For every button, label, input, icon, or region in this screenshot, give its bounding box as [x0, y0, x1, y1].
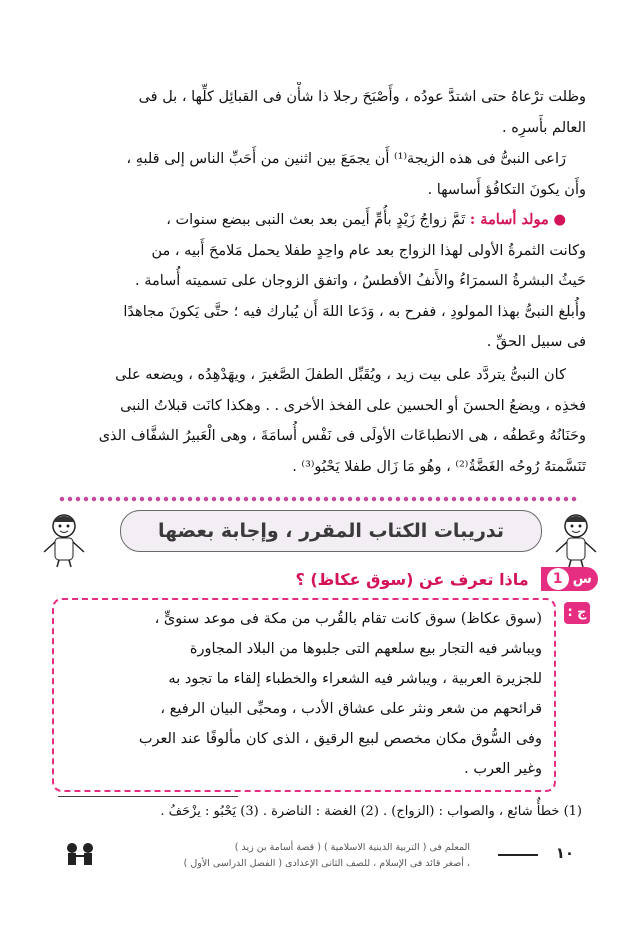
- text-line: [58, 205, 586, 236]
- answer-line: (سوق عكاظ) سوق كانت تقام بالقُرب من مكة فى موعد سنوىٍّ ،: [154, 611, 542, 627]
- paragraph-1: [58, 82, 586, 143]
- answer-line: ويباشر فيه التجار بيع سلعهم التى جلبوها من البلاد المجاورة: [189, 641, 542, 657]
- answer-line: للجزيرة العربية ، ويباشر فيه الشعراء والخطباء إلقاء ما تجود به: [168, 671, 542, 687]
- children-logo-icon: [60, 840, 100, 870]
- page-number-dash: [498, 854, 538, 856]
- question-number: 1: [547, 568, 569, 590]
- text-line: فى سبيل الحقِّ .: [486, 334, 586, 350]
- answer-text: [70, 604, 542, 784]
- question-row: [38, 565, 598, 593]
- answer-line: وغير العرب .: [464, 761, 542, 777]
- decorative-divider: [58, 495, 578, 503]
- footer-line-2: ، أصغر قائد فى الإسلام ، للصف الثانى الإعدادى ( الفصل الدراسى الأول ): [183, 858, 470, 869]
- answer-line: قرائحهم من شعر ونثر على عشاق الأدب ، ومحبِّى البيان الرفيع ،: [160, 701, 542, 717]
- text-line: كان النبىُّ يتردَّد على بيت زيد ، ويُقَبِّل الطفلَ الصَّغيرَ ، ويهَدْهِدُه ، ويضعه على: [115, 367, 566, 383]
- question-tag: [541, 567, 598, 591]
- question-text: ماذا تعرف عن (سوق عكاظ) ؟: [295, 569, 529, 589]
- text-line: حَيثُ البشرةُ السمرَاءُ والأَنفُ الأفطسُ ، واتفق الزوجان على تسميته أُسامة .: [134, 273, 586, 289]
- text-line: تَنَسَّمتهُ رُوحُه الغَضَّةُ⁽²⁾ ، وهُو مَا زَال طفلا يَحْبُو⁽³⁾ .: [292, 458, 586, 475]
- footnotes: (1) خطأٌ شائع ، والصواب : (الزواج) . (2) الغضة : الناضرة . (3) يَحْبُو : يزْحَفُ .: [160, 804, 582, 819]
- text-line: العالم بأَسرِه .: [502, 119, 586, 136]
- text-line: وأُبلغ النبىُّ بهذا المولودِ ، ففرح به ، وَدَعا اللهَ أَن يُبارك فيه ؛ حتَّى يَكونَ مجاهدًا: [123, 303, 586, 320]
- paragraph-4: [58, 360, 586, 482]
- section-heading: مولد أسامة :: [469, 211, 549, 228]
- text-fragment: تَمَّ زواجُ زَيْدٍ بأُمِّ أَيمن بعد بعث النبى ببضع سنوات ،: [166, 212, 466, 228]
- cartoon-student-icon: [38, 510, 90, 568]
- question-tag-label: س: [572, 571, 592, 587]
- page-footer: [60, 838, 580, 878]
- cartoon-student-icon: [550, 510, 602, 568]
- text-line: وكانت الثمرةُ الأولى لهذا الزواج بعد عام واحِدٍ طفلا يحمل مَلامحَ أَبيه ، من: [151, 242, 586, 259]
- text-line: وأَن يكونَ التكافُؤ أَساسها .: [427, 181, 586, 198]
- paragraph-3: [58, 205, 586, 358]
- text-line: وظلت ترْعاهُ حتى اشتدَّ عودُه ، وأَصْبَحَ رجلا ذا شأْن فى القبائِل كلِّها ، بل فى: [138, 89, 586, 105]
- exercises-banner: [120, 510, 542, 552]
- text-line: فخذِه ، ويضعُ الحسنَ أو الحسين على الفخذ الأخرى . . وهكذا كانَت قبلاتُ النبى: [120, 397, 586, 414]
- answer-label: ج :: [564, 602, 590, 624]
- banner-title: تدريبات الكتاب المقرر ، وإجابة بعضها: [157, 520, 505, 542]
- text-line: وحَنَانُهُ وعَطفُه ، هى الانطباعَات الأولَى فى نَفْس أُسامَةَ ، وهى الْعَبيرُ الشفَّاف الذى: [98, 428, 586, 444]
- bullet-icon: ●: [553, 212, 566, 228]
- text-line: رَاعى النبىُّ فى هذه الزيجة⁽¹⁾ أَن يجمَعَ بين اثنين من أَحَبِّ الناس إلى قلبهِ ،: [126, 151, 566, 167]
- footer-line-1: المعلم فى ( التربية الدينية الاسلامية ) ( قصة أسامة بن زيد ): [234, 842, 470, 853]
- footnote-rule: [58, 796, 238, 797]
- answer-line: وفى السُّوق مكان مخصص لبيع الرقيق ، الذى كان مألوفًا عند العرب: [138, 731, 542, 747]
- paragraph-2: [58, 144, 586, 205]
- page-number: ١٠: [555, 844, 574, 862]
